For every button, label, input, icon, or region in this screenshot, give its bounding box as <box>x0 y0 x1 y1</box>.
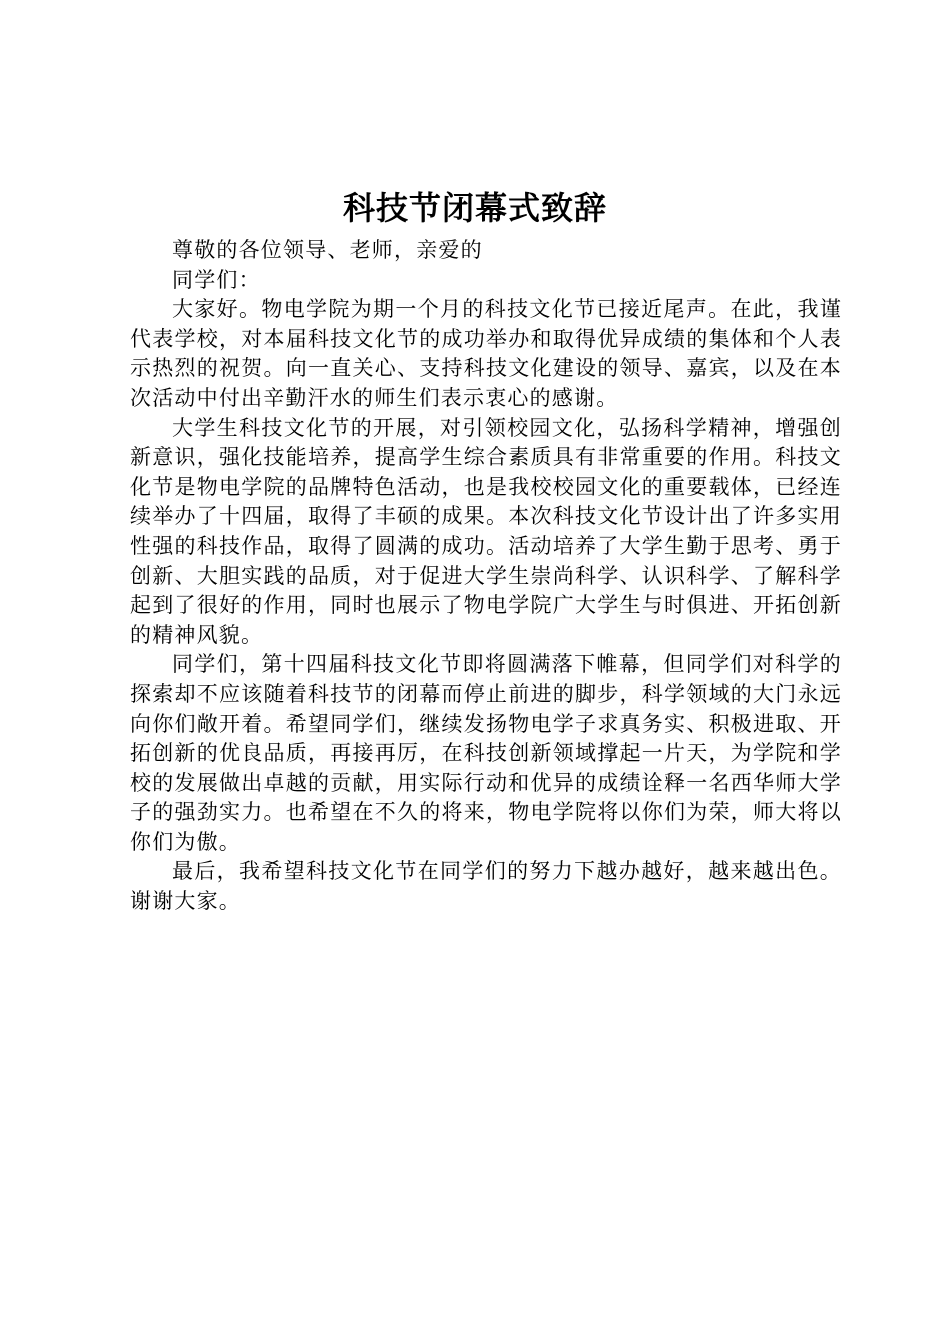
body-paragraph-1: 大家好。物电学院为期一个月的科技文化节已接近尾声。在此，我谨代表学校，对本届科技文化节的成功举办和取得优异成绩的集体和个人表示热烈的祝贺。向一直关心、支持科技文化建设的领导、嘉宾，以及在本次活动中付出辛勤汗水的师生们表示衷心的感谢。 <box>130 297 842 410</box>
body-paragraph-3: 同学们，第十四届科技文化节即将圆满落下帷幕，但同学们对科学的探索却不应该随着科技节的闭幕而停止前进的脚步，科学领域的大门永远向你们敞开着。希望同学们，继续发扬物电学子求真务实、积极进取、开拓创新的优良品质，再接再厉，在科技创新领域撑起一片天，为学院和学校的发展做出卓越的贡献，用实际行动和优异的成绩诠释一名西华师大学子的强劲实力。也希望在不久的将来，物电学院将以你们为荣，师大将以你们为傲。 <box>130 652 842 854</box>
body-paragraph-4: 最后，我希望科技文化节在同学们的努力下越办越好，越来越出色。谢谢大家。 <box>130 859 842 914</box>
document-title: 科技节闭幕式致辞 <box>342 189 607 227</box>
body-paragraph-2: 大学生科技文化节的开展，对引领校园文化，弘扬科学精神，增强创新意识，强化技能培养，提高学生综合素质具有非常重要的作用。科技文化节是物电学院的品牌特色活动，也是我校校园文化的重要载体，已经连续举办了十四届，取得了丰硕的成果。本次科技文化节设计出了许多实用性强的科技作品，取得了圆满的成功。活动培养了大学生勤于思考、勇于创新、大胆实践的品质，对于促进大学生崇尚科学、认识科学、了解科学起到了很好的作用，同时也展示了物电学院广大学生与时俱进、开拓创新的精神风貌。 <box>130 415 842 647</box>
salutation-line-2: 同学们： <box>172 267 261 292</box>
salutation-line-1: 尊敬的各位领导、老师，亲爱的 <box>172 238 483 262</box>
document-body <box>130 236 842 917</box>
